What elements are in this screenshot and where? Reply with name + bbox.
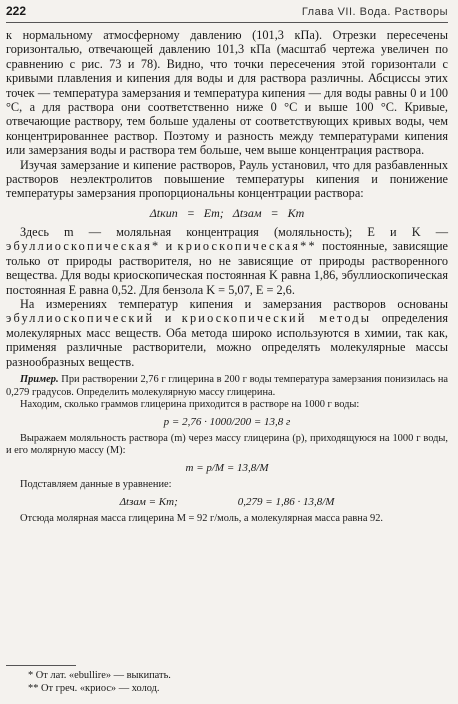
example-step-5: Отсюда молярная масса глицерина M = 92 г/моль, а молекулярная масса равна 92. <box>20 512 384 524</box>
formula-3b: 0,279 = 1,86 · 13,8/M <box>237 495 335 508</box>
footnotes <box>6 665 448 695</box>
example-intro <box>6 374 448 399</box>
term-ebullioscopic: эбуллиоскопическая* <box>6 239 161 254</box>
example-text: При растворении 2,76 г глицерина в 200 г воды температура замерзания понизилась на 0,279 градусов. Определить молекулярную массу глицерина. <box>6 373 448 398</box>
raoult-formula: Δtкип = Em; Δtзам = Km <box>149 205 305 220</box>
page-number: 222 <box>6 4 27 18</box>
example-step-3: Выражаем моляльность раствора (m) через массу глицерина (p), приходящуюся на 1000 г воды, и его молярную массу (M): <box>6 432 448 457</box>
term-ebullioscopic-method: эбуллиоскопический <box>6 311 155 326</box>
example-step-2: Находим, сколько граммов глицерина приходится в растворе на 1000 г воды: <box>20 399 360 411</box>
footnote-rule <box>6 665 76 666</box>
footnote-2: ** От греч. «криос» — холод. <box>28 683 160 694</box>
formula-3a: Δtзам = Km; <box>119 495 178 508</box>
p4-and: и <box>154 311 182 326</box>
term-cryoscopic: криоскопическая** <box>177 239 317 254</box>
example-formula-3 <box>6 493 448 512</box>
example-formula-1: p = 2,76 · 1000/200 = 13,8 г <box>163 415 291 428</box>
paragraph-4 <box>6 297 448 369</box>
running-header <box>6 4 448 23</box>
p4-end: определения молекулярных масс веществ. Оба метода широко используются в химии, так как, применяя различные растворители, можно определять молекулярные массы разнообразных веществ. <box>6 311 449 369</box>
term-cryoscopic-method: криоскопический методы <box>181 311 372 326</box>
chapter-title: Глава VII. Вода. Растворы <box>301 6 448 18</box>
example-label: Пример. <box>20 373 59 385</box>
p3-end: постоянные, зависящие только от природы растворителя, но не зависящие от природы растворенного вещества. Для воды криоскопическая постоянная K равна 1,86, эбуллиоскопическая постоянная E равна 0,52. Для бензола K = 5,07, E = 2,6. <box>6 239 448 297</box>
footnote-1: * От лат. «ebullire» — выкипать. <box>28 670 171 681</box>
paragraph-1: к нормальному атмосферному давлению (101,3 кПа). Отрезки пересечены горизонталью, отвечающей давлению 101,3 кПа (масштаб чертежа увеличен по сравнению с рис. 73 и 78). Видно, что точки пересечения этой горизонтали с кривыми плавления и кипения для воды и для раствора различны. Абсциссы этих точек — температура замерзания и температура кипения — для воды равны 0 и 100 °С, а для раствора они соответственно ниже 0 °С и выше 100 °С. Кривые, отвечающие раствору, тем больше удалены от соответствующих кривых воды, чем концентрированнее раствор. Поэтому и разность между температурами кипения или замерзания воды и раствора тем больше, чем выше концентрация раствора. <box>6 28 448 158</box>
paragraph-2: Изучая замерзание и кипение растворов, Рауль установил, что для разбавленных растворов неэлектролитов повышение температуры кипения и понижение температуры замерзания пропорциональны концентрации раствора: <box>6 157 448 201</box>
paragraph-3 <box>6 225 448 297</box>
example-formula-2: m = p/M = 13,8/M <box>185 461 269 474</box>
p3-start: Здесь m — моляльная концентрация (моляльность); E и K — <box>20 224 448 239</box>
p4-start: На измерениях температур кипения и замерзания растворов основаны <box>20 296 448 311</box>
p3-and: и <box>160 239 178 254</box>
example-step-4: Подставляем данные в уравнение: <box>20 478 172 490</box>
